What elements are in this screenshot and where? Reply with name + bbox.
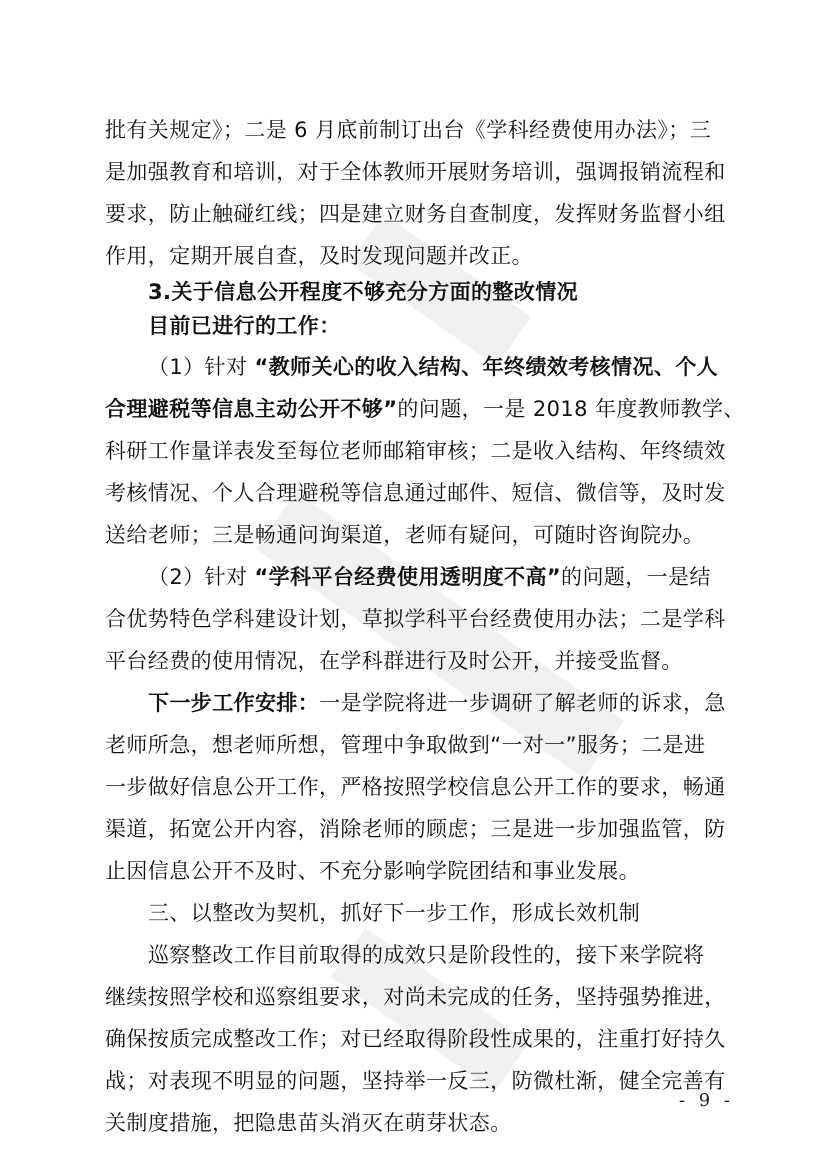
body-line: 平台经费的使用情况，在学科群进行及时公开，并接受监督。 bbox=[105, 649, 683, 673]
body-line: 作用，定期开展自查，及时发现问题并改正。 bbox=[105, 244, 533, 268]
body-line: 战；对表现不明显的问题，坚持举一反三，防微杜渐，健全完善有 bbox=[105, 1069, 726, 1093]
body-line: （1）针对 “教师关心的收入结构、年终绩效考核情况、个人 bbox=[148, 355, 719, 379]
subsection-heading: 目前已进行的工作： bbox=[148, 314, 341, 338]
body-line: 考核情况、个人合理避税等信息通过邮件、短信、微信等，及时发 bbox=[105, 481, 726, 505]
body-line: 巡察整改工作目前取得的成效只是阶段性的，接下来学院将 bbox=[148, 943, 705, 967]
body-line: 老师所急，想老师所想，管理中争取做到“一对一”服务；二是进 bbox=[105, 733, 706, 757]
body-line: 下一步工作安排：一是学院将进一步调研了解老师的诉求，急 bbox=[148, 691, 726, 715]
section-heading: 三、以整改为契机，抓好下一步工作，形成长效机制 bbox=[148, 901, 641, 925]
body-line: 是加强教育和培训，对于全体教师开展财务培训，强调报销流程和 bbox=[105, 160, 726, 184]
body-line: （2）针对 “学科平台经费使用透明度不高”的问题，一是结 bbox=[148, 565, 711, 589]
body-line: 关制度措施，把隐患苗头消灭在萌芽状态。 bbox=[105, 1111, 512, 1135]
body-line: 要求，防止触碰红线；四是建立财务自查制度，发挥财务监督小组 bbox=[105, 202, 726, 226]
body-line: 继续按照学校和巡察组要求，对尚未完成的任务，坚持强势推进， bbox=[105, 985, 726, 1009]
body-line: 科研工作量详表发至每位老师邮箱审核；二是收入结构、年终绩效 bbox=[105, 439, 726, 463]
page-number: - 9 - bbox=[678, 1090, 734, 1111]
body-line: 合理避税等信息主动公开不够”的问题，一是 2018 年度教师教学、 bbox=[105, 397, 745, 421]
body-line: 一步做好信息公开工作，严格按照学校信息公开工作的要求，畅通 bbox=[105, 775, 726, 799]
body-line: 止因信息公开不及时、不充分影响学院团结和事业发展。 bbox=[105, 859, 640, 883]
body-line: 送给老师；三是畅通问询渠道，老师有疑问，可随时咨询院办。 bbox=[105, 523, 705, 547]
section-heading: 3.关于信息公开程度不够充分方面的整改情况 bbox=[148, 280, 578, 304]
body-line: 合优势特色学科建设计划，草拟学科平台经费使用办法；二是学科 bbox=[105, 607, 726, 631]
body-line: 批有关规定》；二是 6 月底前制订出台《学科经费使用办法》；三 bbox=[105, 118, 712, 142]
body-line: 渠道，拓宽公开内容，消除老师的顾虑；三是进一步加强监管，防 bbox=[105, 817, 726, 841]
body-line: 确保按质完成整改工作；对已经取得阶段性成果的，注重打好持久 bbox=[105, 1027, 726, 1051]
